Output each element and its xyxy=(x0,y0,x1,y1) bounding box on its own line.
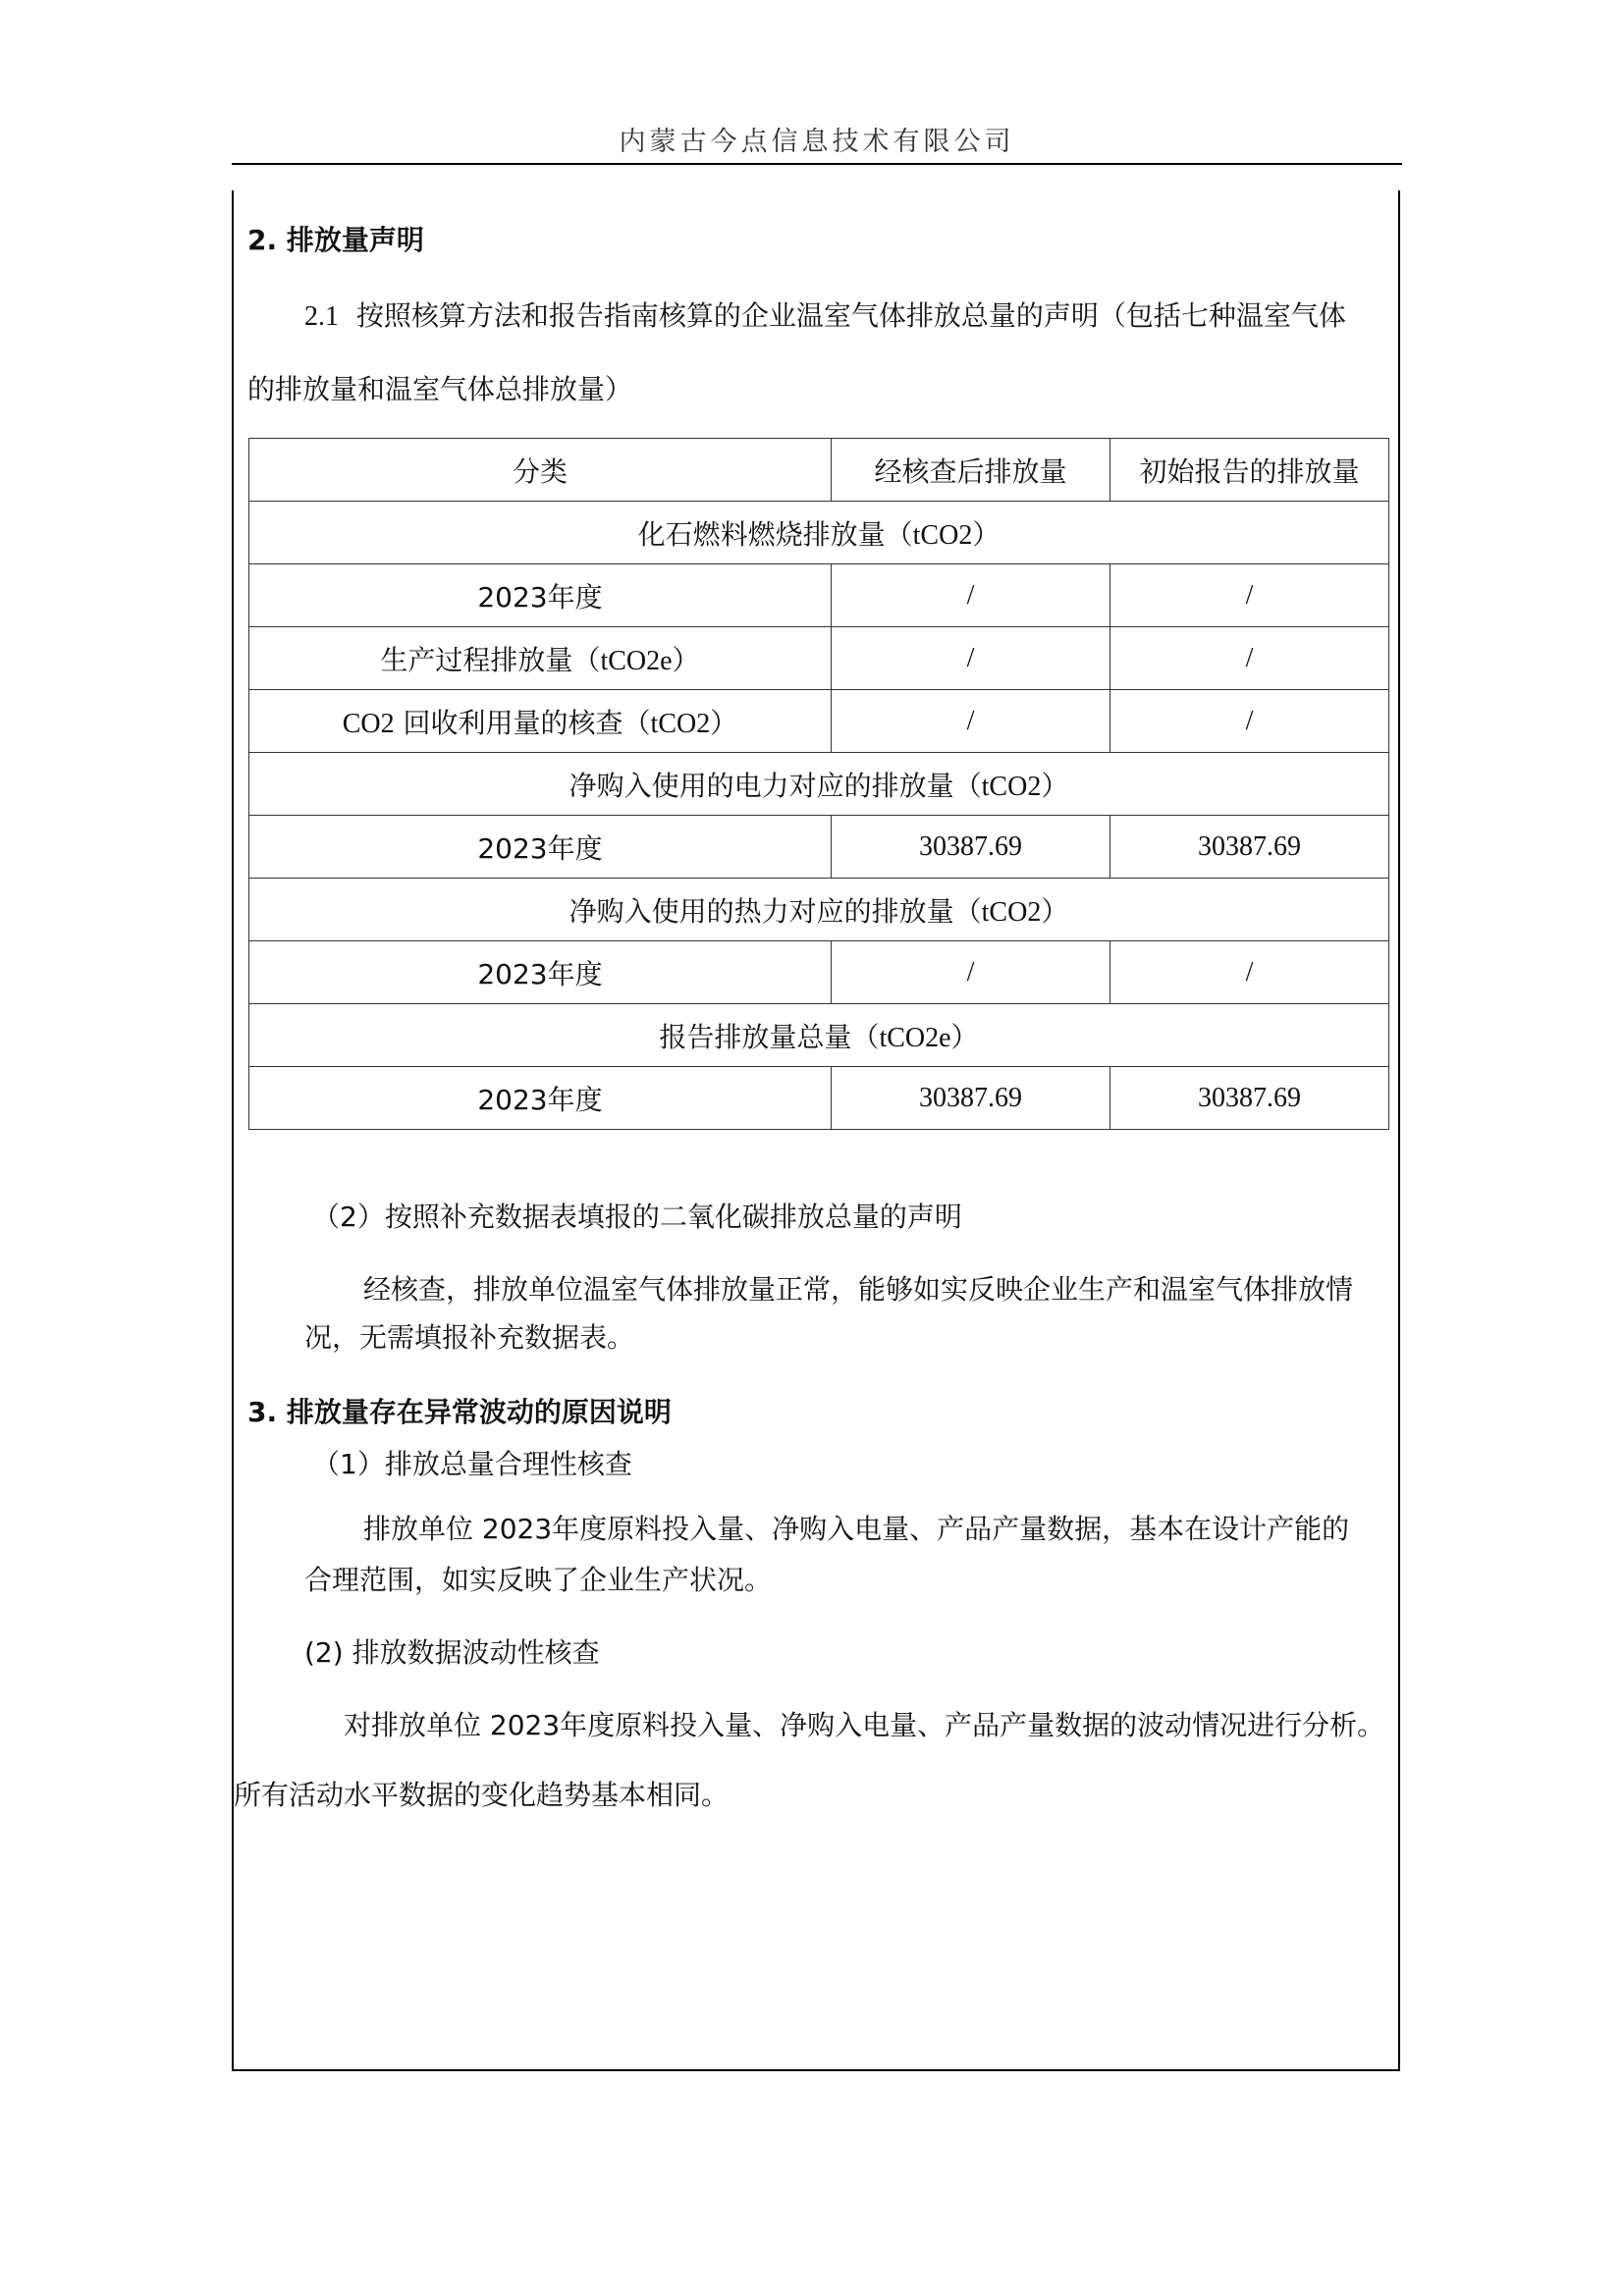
heat-verified: / xyxy=(832,941,1110,1004)
header-initial: 初始报告的排放量 xyxy=(1110,439,1389,502)
section2-2-heading: （2）按照补充数据表填报的二氧化碳排放总量的声明 xyxy=(312,1201,962,1233)
total-verified: 30387.69 xyxy=(832,1067,1110,1130)
elec-initial: 30387.69 xyxy=(1110,816,1389,879)
section3-item2-heading: (2) 排放数据波动性核查 xyxy=(304,1636,600,1669)
section3-item1-line2: 合理范围，如实反映了企业生产状况。 xyxy=(304,1564,773,1596)
section2-2-para-line1: 经核查，排放单位温室气体排放量正常，能够如实反映企业生产和温室气体排放情 xyxy=(363,1273,1354,1306)
process-verified: / xyxy=(832,627,1110,690)
section3-title: 3. 排放量存在异常波动的原因说明 xyxy=(247,1396,672,1428)
heat-year: 2023年度 xyxy=(249,941,832,1004)
recovery-label: CO2 回收利用量的核查（tCO2） xyxy=(249,690,832,753)
section3-item2-line1: 对排放单位 2023年度原料投入量、净购入电量、产品产量数据的波动情况进行分析。 xyxy=(344,1709,1385,1741)
total-title: 报告排放量总量（tCO2e） xyxy=(249,1004,1389,1067)
elec-title: 净购入使用的电力对应的排放量（tCO2） xyxy=(249,753,1389,816)
fossil-title-row xyxy=(249,502,1389,564)
fossil-year: 2023年度 xyxy=(249,564,832,627)
header-verified: 经核查后排放量 xyxy=(832,439,1110,502)
table-row xyxy=(249,1067,1389,1130)
header-category: 分类 xyxy=(249,439,832,502)
heat-title: 净购入使用的热力对应的排放量（tCO2） xyxy=(249,879,1389,941)
page-header-company: 内蒙古今点信息技术有限公司 xyxy=(619,127,1015,157)
process-initial: / xyxy=(1110,627,1389,690)
section2-2-para-line2: 况，无需填报补充数据表。 xyxy=(304,1321,635,1354)
process-label: 生产过程排放量（tCO2e） xyxy=(249,627,832,690)
fossil-initial: / xyxy=(1110,564,1389,627)
section2-1-text: 按照核算方法和报告指南核算的企业温室气体排放总量的声明（包括七种温室气体 xyxy=(355,299,1346,332)
total-initial: 30387.69 xyxy=(1110,1067,1389,1130)
total-title-row xyxy=(249,1004,1389,1067)
elec-title-row xyxy=(249,753,1389,816)
elec-year: 2023年度 xyxy=(249,816,832,879)
table-row xyxy=(249,564,1389,627)
total-year: 2023年度 xyxy=(249,1067,832,1130)
section3-item1-line1: 排放单位 2023年度原料投入量、净购入电量、产品产量数据，基本在设计产能的 xyxy=(363,1513,1350,1545)
recovery-initial: / xyxy=(1110,690,1389,753)
table-row xyxy=(249,690,1389,753)
section2-title: 2. 排放量声明 xyxy=(247,224,424,256)
heat-title-row xyxy=(249,879,1389,941)
emissions-table xyxy=(248,438,1389,1130)
fossil-verified: / xyxy=(832,564,1110,627)
section2-1-number: 2.1 xyxy=(304,301,339,332)
recovery-verified: / xyxy=(832,690,1110,753)
table-row xyxy=(249,941,1389,1004)
table-row xyxy=(249,627,1389,690)
section2-1-text-line2: 的排放量和温室气体总排放量） xyxy=(247,373,633,405)
heat-initial: / xyxy=(1110,941,1389,1004)
section3-item1-heading: （1）排放总量合理性核查 xyxy=(312,1448,632,1480)
section2-1-text-line1 xyxy=(304,299,1346,332)
fossil-title: 化石燃料燃烧排放量（tCO2） xyxy=(249,502,1389,564)
table-row xyxy=(249,816,1389,879)
elec-verified: 30387.69 xyxy=(832,816,1110,879)
section3-item2-line2: 所有活动水平数据的变化趋势基本相同。 xyxy=(234,1779,730,1811)
header-rule xyxy=(232,163,1402,165)
table-header-row xyxy=(249,439,1389,502)
